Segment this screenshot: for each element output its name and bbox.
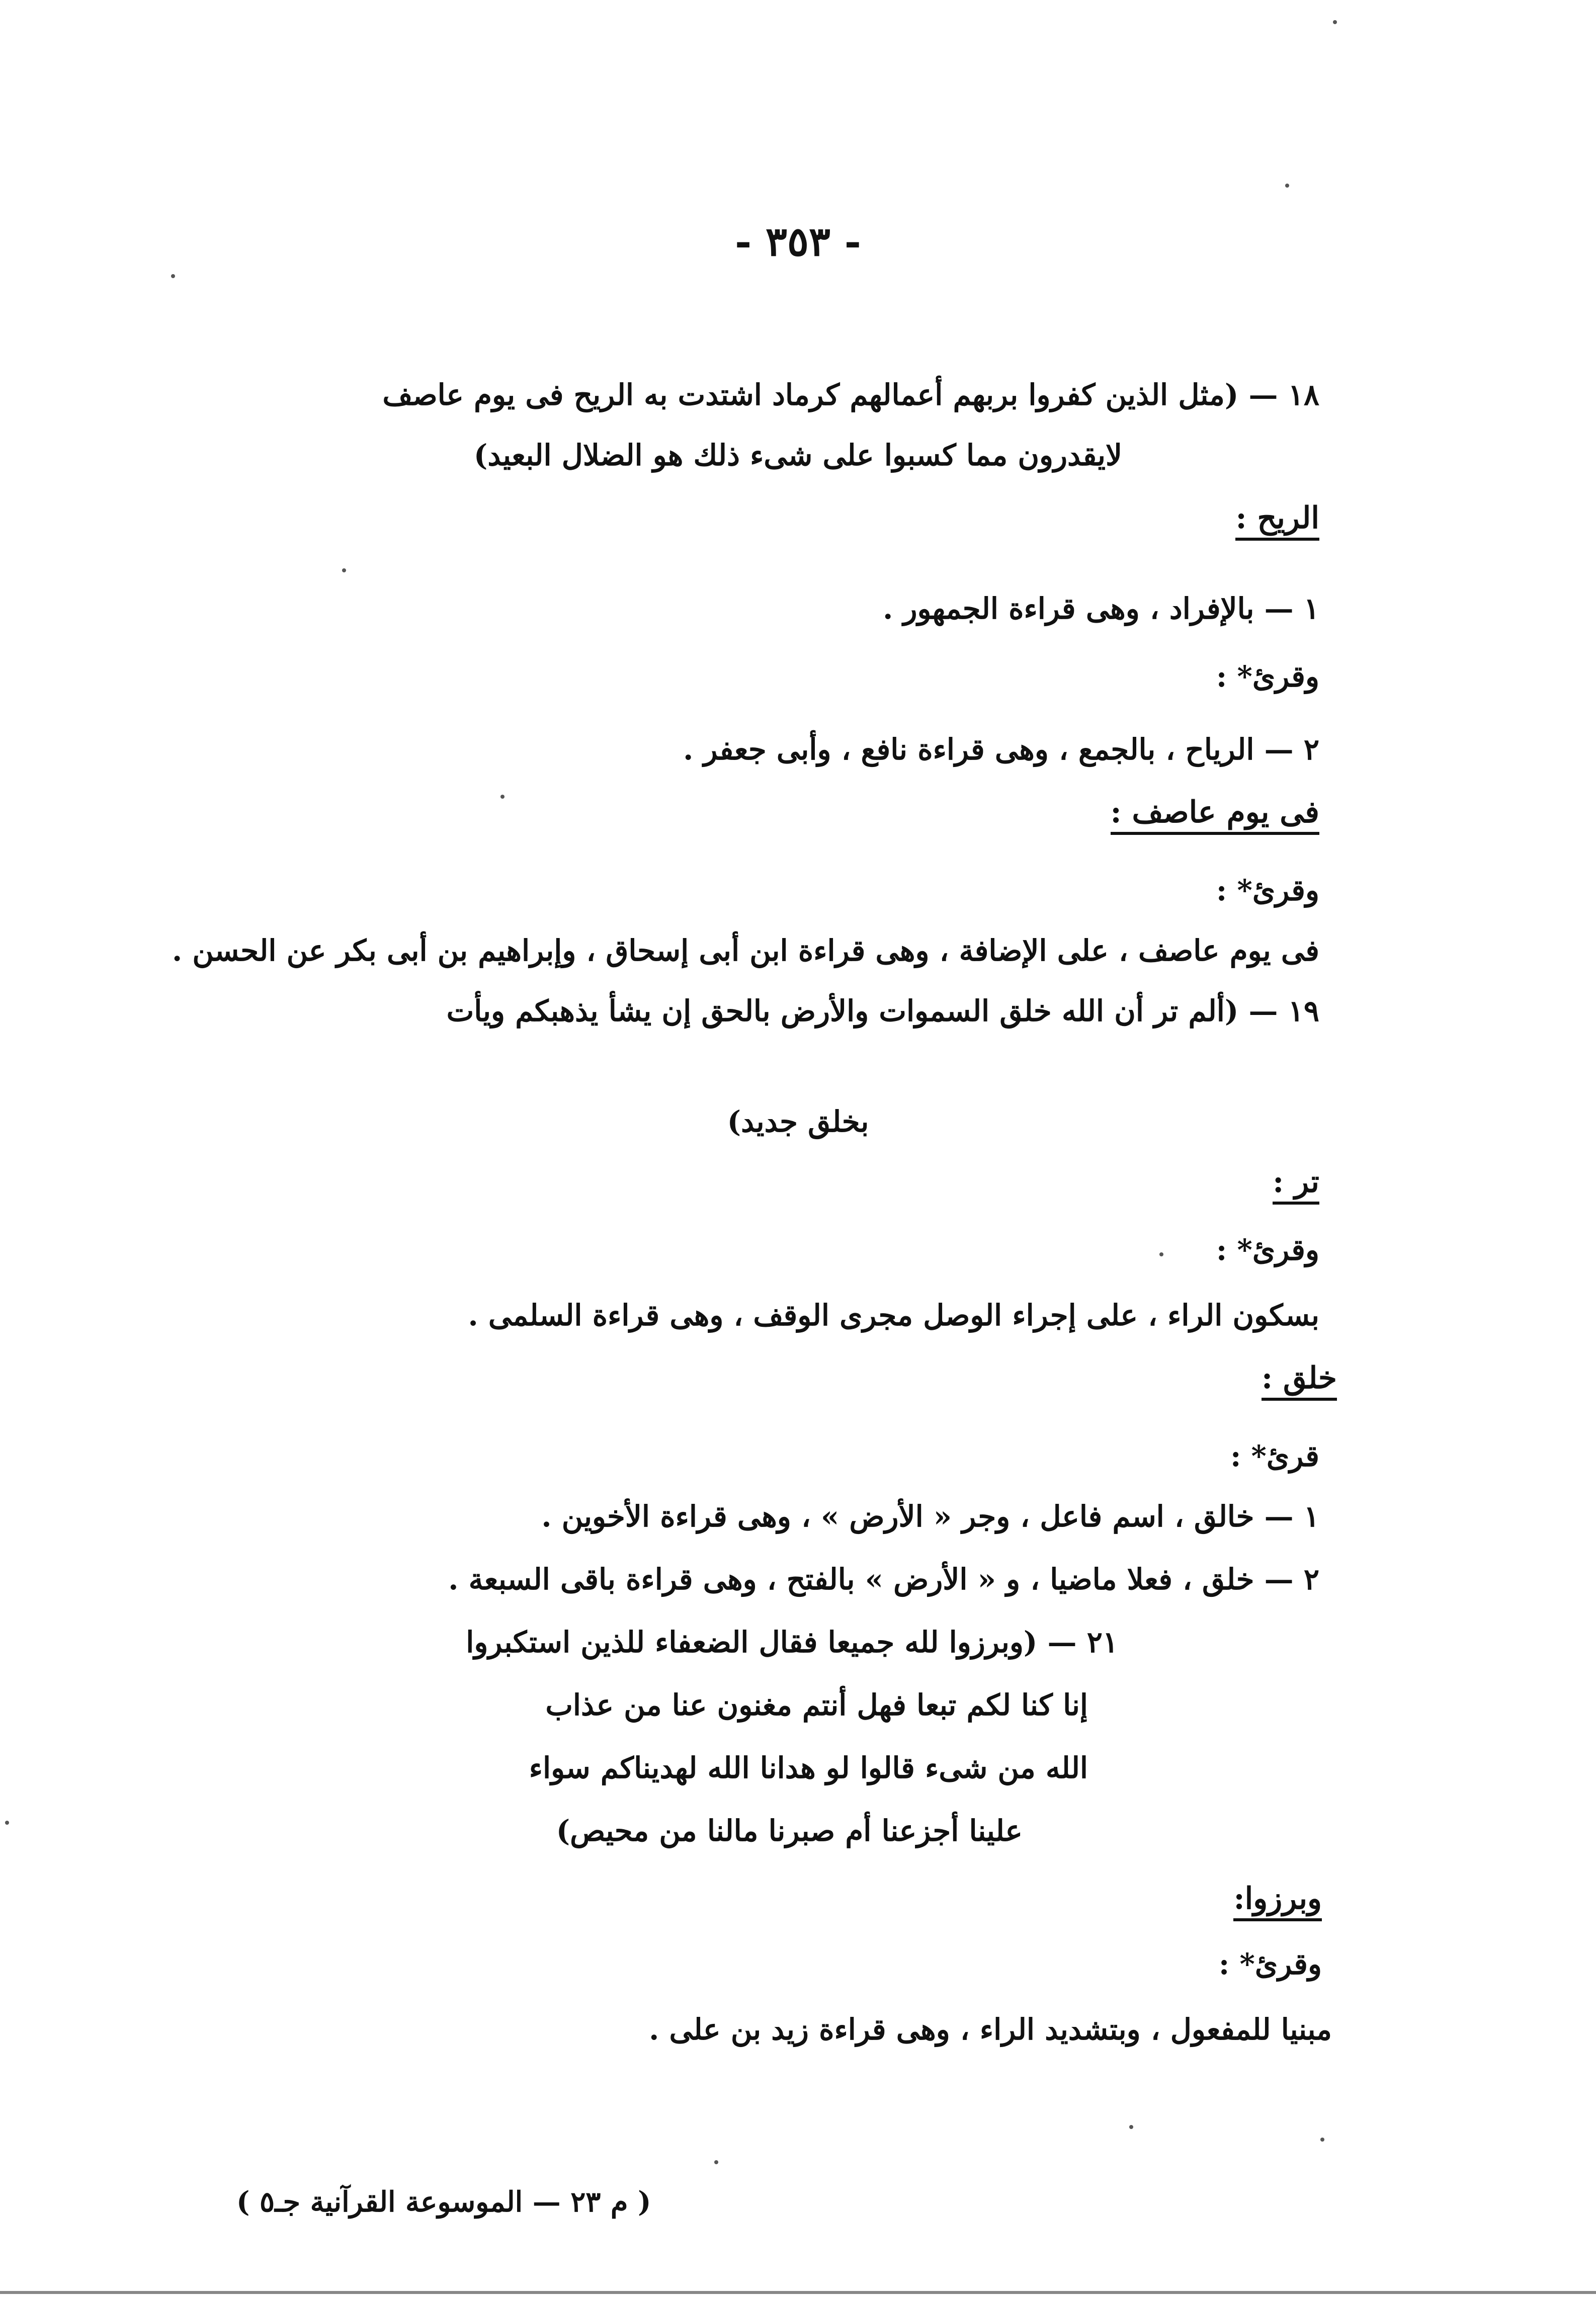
section-heading-khalaq: خلق : — [1262, 1360, 1337, 1401]
verse-21-line-4: علينا أجزعنا أم صبرنا مالنا من محيص) — [556, 1814, 1023, 1848]
scan-speck — [1333, 20, 1337, 24]
ar-rih-qurie: وقرئ* : — [1216, 659, 1319, 694]
verse-21-line-2: إنا كنا لكم تبعا فهل أنتم مغنون عنا من عذاب — [545, 1688, 1088, 1722]
verse-18-line-1: ١٨ — (مثل الذين كفروا بربهم أعمالهم كرماد اشتدت به الريح فى يوم عاصف — [382, 378, 1319, 412]
section-heading-fi-yawm-asif: فى يوم عاصف : — [1111, 795, 1320, 835]
khalaq-item-2: ٢ — خلق ، فعلا ماضيا ، و « الأرض » بالفتح ، وهى قراءة باقى السبعة . — [448, 1562, 1319, 1596]
scan-speck — [1159, 1252, 1163, 1256]
section-heading-ar-rih: الريح : — [1235, 500, 1319, 541]
verse-18-line-2: لايقدرون مما كسبوا على شىء ذلك هو الضلال البعيد) — [473, 438, 1123, 472]
tara-text: بسكون الراء ، على إجراء الوصل مجرى الوقف ، وهى قراءة السلمى . — [468, 1298, 1319, 1332]
section-heading-barazu: وبرزوا: — [1233, 1881, 1322, 1921]
bottom-edge-rule — [0, 2291, 1596, 2294]
barazu-text: مبنيا للمفعول ، وبتشديد الراء ، وهى قراءة زيد بن على . — [649, 2012, 1332, 2047]
khalaq-item-1: ١ — خالق ، اسم فاعل ، وجر « الأرض » ، وهى قراءة الأخوين . — [541, 1499, 1319, 1534]
scan-speck — [1285, 184, 1289, 188]
scan-speck — [1320, 2138, 1324, 2142]
fi-yawm-text: فى يوم عاصف ، على الإضافة ، وهى قراءة ابن أبى إسحاق ، وإبراهيم بن أبى بكر عن الحسن . — [172, 933, 1319, 968]
scan-speck — [5, 1821, 9, 1825]
scan-speck — [171, 274, 175, 278]
scan-speck — [1129, 2125, 1133, 2129]
ar-rih-item-1: ١ — بالإفراد ، وهى قراءة الجمهور . — [883, 591, 1319, 626]
tara-qurie: وقرئ* : — [1216, 1233, 1319, 1267]
verse-19-line-1: ١٩ — (ألم تر أن الله خلق السموات والأرض بالحق إن يشأ يذهبكم ويأت — [446, 994, 1319, 1028]
section-heading-tara: تر : — [1273, 1164, 1319, 1205]
ar-rih-item-2: ٢ — الرياح ، بالجمع ، وهى قراءة نافع ، وأبى جعفر . — [683, 732, 1319, 767]
khalaq-qurie: قرئ* : — [1230, 1439, 1319, 1473]
verse-21-line-3: الله من شىء قالوا لو هدانا الله لهديناكم سواء — [529, 1751, 1088, 1785]
fi-yawm-qurie: وقرئ* : — [1216, 873, 1319, 907]
page-number: - ٣٥٣ - — [734, 218, 862, 265]
scan-speck — [500, 795, 505, 799]
verse-19-line-2: بخلق جديد) — [727, 1104, 869, 1139]
scan-speck — [714, 2160, 718, 2164]
verse-21-line-1: ٢١ — (وبرزوا لله جميعا فقال الضعفاء للذين استكبروا — [466, 1625, 1118, 1659]
page-footer: ( م ٢٣ — الموسوعة القرآنية جـ٥ ) — [236, 2185, 651, 2219]
scan-speck — [342, 568, 346, 572]
barazu-qurie: وقرئ* : — [1218, 1947, 1322, 1981]
